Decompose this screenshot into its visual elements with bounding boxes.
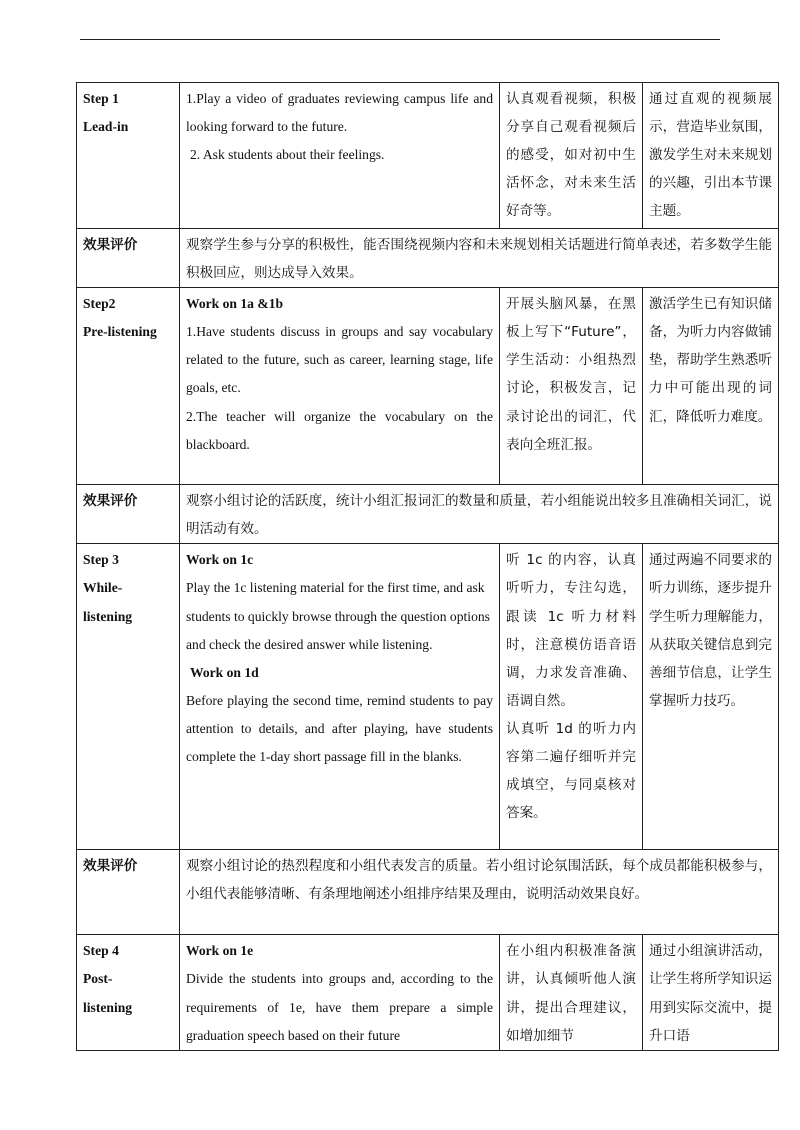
step-2-row [77,288,779,485]
step-label-cell [77,83,180,229]
evaluation-text: 观察小组讨论的活跃度，统计小组汇报词汇的数量和质量，若小组能说出较多且准确相关词汇，说明活动有效。 [180,485,779,544]
step-label-line: While- [83,580,123,596]
design-purpose-cell: 激活学生已有知识储备，为听力内容做铺垫，帮助学生熟悉听力中可能出现的词汇，降低听力难度。 [643,288,779,485]
student-activity-text: 认真听 1d 的听力内容第二遍仔细听并完成填空，与同桌核对答案。 [506,720,636,822]
step-1-row [77,83,779,229]
step-label-line: Step2 [83,296,116,312]
step-label-line: listening [83,608,133,624]
step-label-line: Lead-in [83,119,129,135]
design-purpose-cell: 通过小组演讲活动，让学生将所学知识运用到实际交流中，提升口语 [643,935,779,1050]
activity-text: 1.Have students discuss in groups and say vocabulary related to the future, such as career, learning stage, life goals, etc. [186,324,493,396]
step-label-line: Pre-listening [83,324,157,340]
evaluation-row [77,229,779,288]
student-activity-cell: 开展头脑风暴，在黑板上写下“Future”，学生活动：小组热烈讨论，积极发言，记录讨论出的词汇，代表向全班汇报。 [500,288,643,485]
evaluation-text: 观察学生参与分享的积极性，能否围绕视频内容和未来规划相关话题进行简单表述，若多数学生能积极回应，则达成导入效果。 [180,229,779,288]
student-activity-text: 听 1c 的内容，认真听听力，专注勾选，跟读 1c 听力材料时，注意模仿语音语调，力求发音准确、语调自然。 [506,552,636,709]
evaluation-label: 效果评价 [77,850,180,935]
student-activity-cell: 在小组内积极准备演讲，认真倾听他人演讲，提出合理建议，如增加细节 [500,935,643,1050]
activity-text: 1.Play a video of graduates reviewing campus life and looking forward to the future. [186,91,493,135]
activity-text: Before playing the second time, remind students to pay attention to details, and after playing, have students complete the 1-day short passage fill in the blanks. [186,692,493,765]
evaluation-label: 效果评价 [77,229,180,288]
activity-heading: Work on 1d [190,664,259,680]
evaluation-row [77,850,779,935]
evaluation-text: 观察小组讨论的热烈程度和小组代表发言的质量。若小组讨论氛围活跃，每个成员都能积极参与，小组代表能够清晰、有条理地阐述小组排序结果及理由，说明活动效果良好。 [180,850,779,935]
student-activity-cell: 认真观看视频，积极分享自己观看视频后的感受，如对初中生活怀念，对未来生活好奇等。 [500,83,643,229]
student-activity-cell [500,544,643,850]
step-label-cell [77,288,180,485]
lesson-plan-table [76,82,779,1051]
header-rule [80,39,720,40]
teacher-activity-cell [180,935,500,1050]
step-label-line: Post- [83,971,113,987]
activity-text: 2.The teacher will organize the vocabulary on the blackboard. [186,408,493,452]
step-label-line: Step 3 [83,552,119,568]
teacher-activity-cell [180,544,500,850]
activity-text: 2. Ask students about their feelings. [190,147,385,163]
step-label-line: Step 4 [83,943,119,959]
step-label-cell [77,935,180,1050]
step-label-line: Step 1 [83,91,119,106]
teacher-activity-cell [180,83,500,229]
teacher-activity-cell [180,288,500,485]
activity-heading: Work on 1a &1b [186,296,284,312]
design-purpose-cell: 通过直观的视频展示，营造毕业氛围，激发学生对未来规划的兴趣，引出本节课主题。 [643,83,779,229]
activity-heading: Work on 1e [186,943,254,959]
step-label-cell [77,544,180,850]
activity-heading: Work on 1c [186,552,254,568]
step-3-row [77,544,779,850]
step-4-row [77,935,779,1050]
activity-text: Play the 1c listening material for the first time, and ask students to quickly browse through the question options and check the desired answer while listening. [186,580,490,652]
design-purpose-cell: 通过两遍不同要求的听力训练，逐步提升学生听力理解能力，从获取关键信息到完善细节信息，让学生掌握听力技巧。 [643,544,779,850]
evaluation-row [77,485,779,544]
evaluation-label: 效果评价 [77,485,180,544]
step-label-line: listening [83,999,133,1015]
activity-text: Divide the students into groups and, according to the requirements of 1e, have them prepare a simple graduation speech based on their future [186,971,493,1043]
